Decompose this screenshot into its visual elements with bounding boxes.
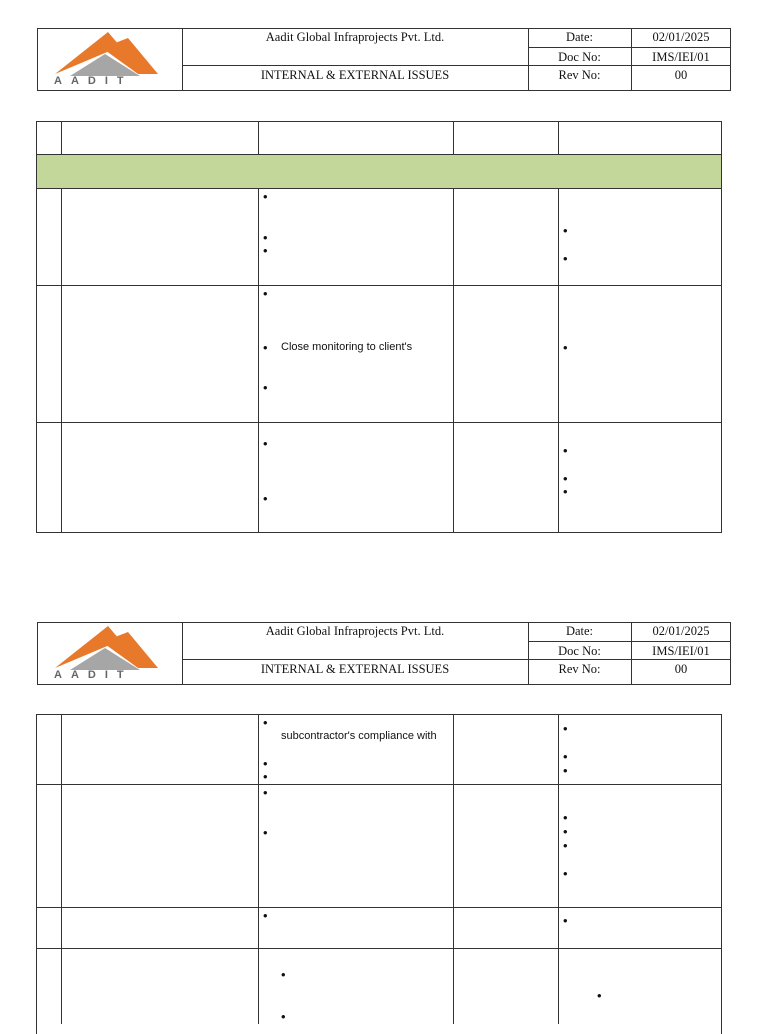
table-rule: [36, 422, 722, 423]
bullet-marker: •: [563, 340, 568, 355]
table-rule: [258, 714, 259, 1024]
table-rule: [61, 188, 62, 533]
header-divider: [528, 659, 731, 660]
docno-label: Doc No:: [558, 644, 601, 658]
revno-label: Rev No:: [558, 662, 601, 676]
table-rule: [36, 784, 722, 785]
bullet-marker: •: [263, 243, 268, 258]
table-rule: [61, 121, 62, 155]
bullet-marker: •: [563, 721, 568, 736]
bullet-marker: •: [263, 785, 268, 800]
header-divider: [528, 65, 731, 66]
date-value: 02/01/2025: [652, 624, 710, 638]
table-rule: [36, 907, 722, 908]
logo-wordmark: AADIT: [54, 669, 133, 681]
table-rule: [258, 121, 259, 155]
bullet-marker: •: [263, 825, 268, 840]
docno-value: IMS/IEI/01: [652, 644, 710, 658]
row-1-text: subcontractor's compliance with: [281, 730, 437, 742]
company-logo: [50, 30, 160, 78]
table-rule: [36, 285, 722, 286]
logo-wordmark: AADIT: [54, 75, 133, 87]
revno-label: Rev No:: [558, 68, 601, 82]
bullet-marker: •: [263, 230, 268, 245]
bullet-marker: •: [263, 340, 268, 355]
revno-value: 00: [674, 662, 688, 676]
company-name: Aadit Global Infraprojects Pvt. Ltd.: [265, 30, 445, 44]
bullet-marker: •: [563, 838, 568, 853]
bullet-marker: •: [563, 443, 568, 458]
frame-notch-line: [37, 28, 42, 29]
docno-value: IMS/IEI/01: [652, 50, 710, 64]
docno-label: Doc No:: [558, 50, 601, 64]
bullet-marker: •: [263, 436, 268, 451]
table-rule: [558, 714, 559, 1024]
table-rule: [558, 188, 559, 533]
table-frame: [36, 714, 722, 1034]
bullet-marker: •: [597, 988, 602, 1003]
bullet-marker: •: [263, 380, 268, 395]
revno-value: 00: [674, 68, 688, 82]
date-label: Date:: [565, 624, 594, 638]
table-rule: [453, 121, 454, 155]
header-divider: [528, 47, 731, 48]
frame-notch-line: [37, 622, 42, 623]
bullet-marker: •: [263, 756, 268, 771]
bullet-marker: •: [563, 866, 568, 881]
table-rule: [558, 121, 559, 155]
bullet-marker: •: [563, 251, 568, 266]
bullet-marker: •: [563, 824, 568, 839]
bullet-marker: •: [563, 763, 568, 778]
bullet-marker: •: [563, 484, 568, 499]
bullet-marker: •: [263, 286, 268, 301]
bullet-marker: •: [263, 769, 268, 784]
frame-notch-line: [37, 622, 38, 631]
bullet-marker: •: [281, 1009, 286, 1024]
header-divider: [528, 641, 731, 642]
date-label: Date:: [565, 30, 594, 44]
table-rule: [36, 948, 722, 949]
bullet-marker: •: [263, 908, 268, 923]
document-title: INTERNAL & EXTERNAL ISSUES: [260, 68, 450, 82]
table-rule: [36, 154, 722, 155]
bullet-marker: •: [263, 715, 268, 730]
bullet-marker: •: [563, 810, 568, 825]
bullet-marker: •: [563, 471, 568, 486]
bullet-marker: •: [263, 189, 268, 204]
header-divider: [182, 65, 529, 66]
date-value: 02/01/2025: [652, 30, 710, 44]
company-logo: [50, 624, 160, 672]
table-rule: [36, 188, 722, 189]
table-rule: [61, 714, 62, 1024]
table-rule: [453, 714, 454, 1024]
table-rule: [453, 188, 454, 533]
bullet-marker: •: [563, 223, 568, 238]
section-band: [37, 155, 721, 188]
bullet-marker: •: [563, 913, 568, 928]
header-divider: [182, 659, 529, 660]
company-name: Aadit Global Infraprojects Pvt. Ltd.: [265, 624, 445, 638]
bullet-marker: •: [563, 749, 568, 764]
row-2-text: Close monitoring to client's: [281, 341, 413, 353]
document-title: INTERNAL & EXTERNAL ISSUES: [260, 662, 450, 676]
bullet-marker: •: [281, 967, 286, 982]
bullet-marker: •: [263, 491, 268, 506]
frame-notch-line: [37, 28, 38, 37]
table-rule: [258, 188, 259, 533]
